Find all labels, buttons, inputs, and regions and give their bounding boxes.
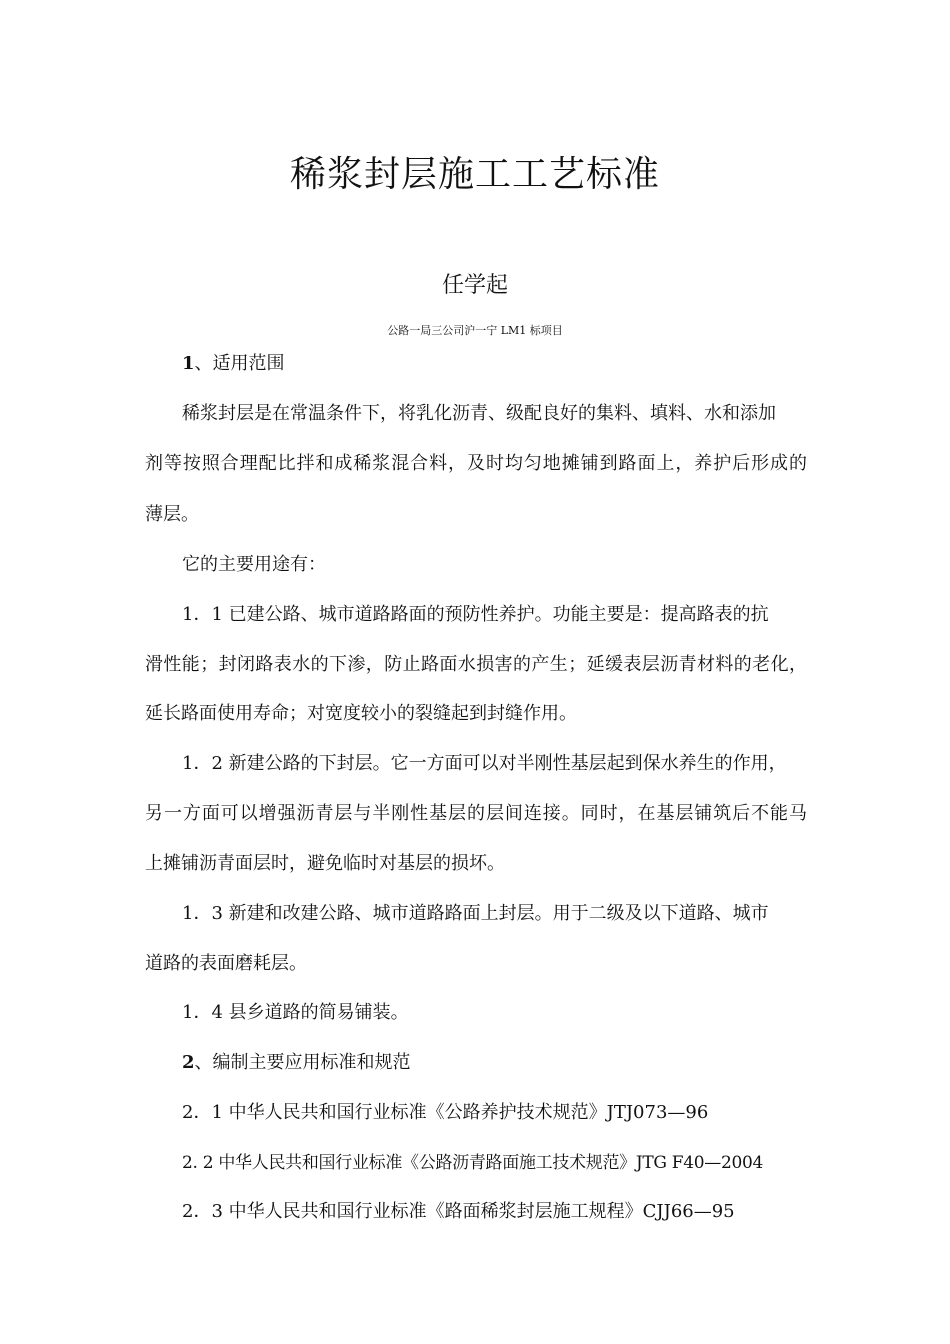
paragraph-line: 稀浆封层是在常温条件下，将乳化沥青、级配良好的集料、填料、水和添加 <box>182 403 776 424</box>
section-1-heading <box>182 351 844 377</box>
list-item-line: 1．1 已建公路、城市道路路面的预防性养护。功能主要是：提高路表的抗 <box>182 604 769 625</box>
list-item-line: 上摊铺沥青面层时，避免临时对基层的损坏。 <box>145 853 505 874</box>
section-2-heading <box>182 1050 844 1076</box>
section-1-title: 、适用范围 <box>194 353 285 374</box>
list-item-line: 另一方面可以增强沥青层与半刚性基层的层间连接。同时，在基层铺筑后不能马 <box>145 803 807 824</box>
list-item-line: 延长路面使用寿命；对宽度较小的裂缝起到封缝作用。 <box>145 703 577 724</box>
paragraph-line: 剂等按照合理配比拌和成稀浆混合料，及时均匀地摊铺到路面上，养护后形成的 <box>145 453 807 474</box>
list-item-line: 道路的表面磨耗层。 <box>145 953 307 974</box>
reference-item: 2．3 中华人民共和国行业标准《路面稀浆封层施工规程》CJJ66—95 <box>182 1201 735 1222</box>
section-2-number: 2 <box>182 1052 195 1073</box>
paragraph-line: 它的主要用途有： <box>182 554 326 575</box>
list-item-line: 1．2 新建公路的下封层。它一方面可以对半刚性基层起到保水养生的作用， <box>182 753 787 774</box>
section-1-number: 1 <box>182 353 195 374</box>
author-name: 任学起 <box>441 273 508 298</box>
reference-item: 2．1 中华人民共和国行业标准《公路养护技术规范》JTJ073—96 <box>182 1102 709 1123</box>
reference-item: 2. 2 中华人民共和国行业标准《公路沥青路面施工技术规范》JTG F40—2004 <box>182 1153 764 1173</box>
list-item-line: 滑性能；封闭路表水的下渗，防止路面水损害的产生；延缓表层沥青材料的老化， <box>145 654 807 675</box>
author-affiliation: 公路一局三公司沪一宁 LM1 标项目 <box>387 324 563 337</box>
document-title: 稀浆封层施工工艺标准 <box>289 154 660 195</box>
section-2-title: 、编制主要应用标准和规范 <box>194 1052 411 1073</box>
list-item-line: 1．4 县乡道路的简易铺装。 <box>182 1002 409 1023</box>
paragraph-line: 薄层。 <box>145 504 199 525</box>
list-item-line: 1．3 新建和改建公路、城市道路路面上封层。用于二级及以下道路、城市 <box>182 903 769 924</box>
